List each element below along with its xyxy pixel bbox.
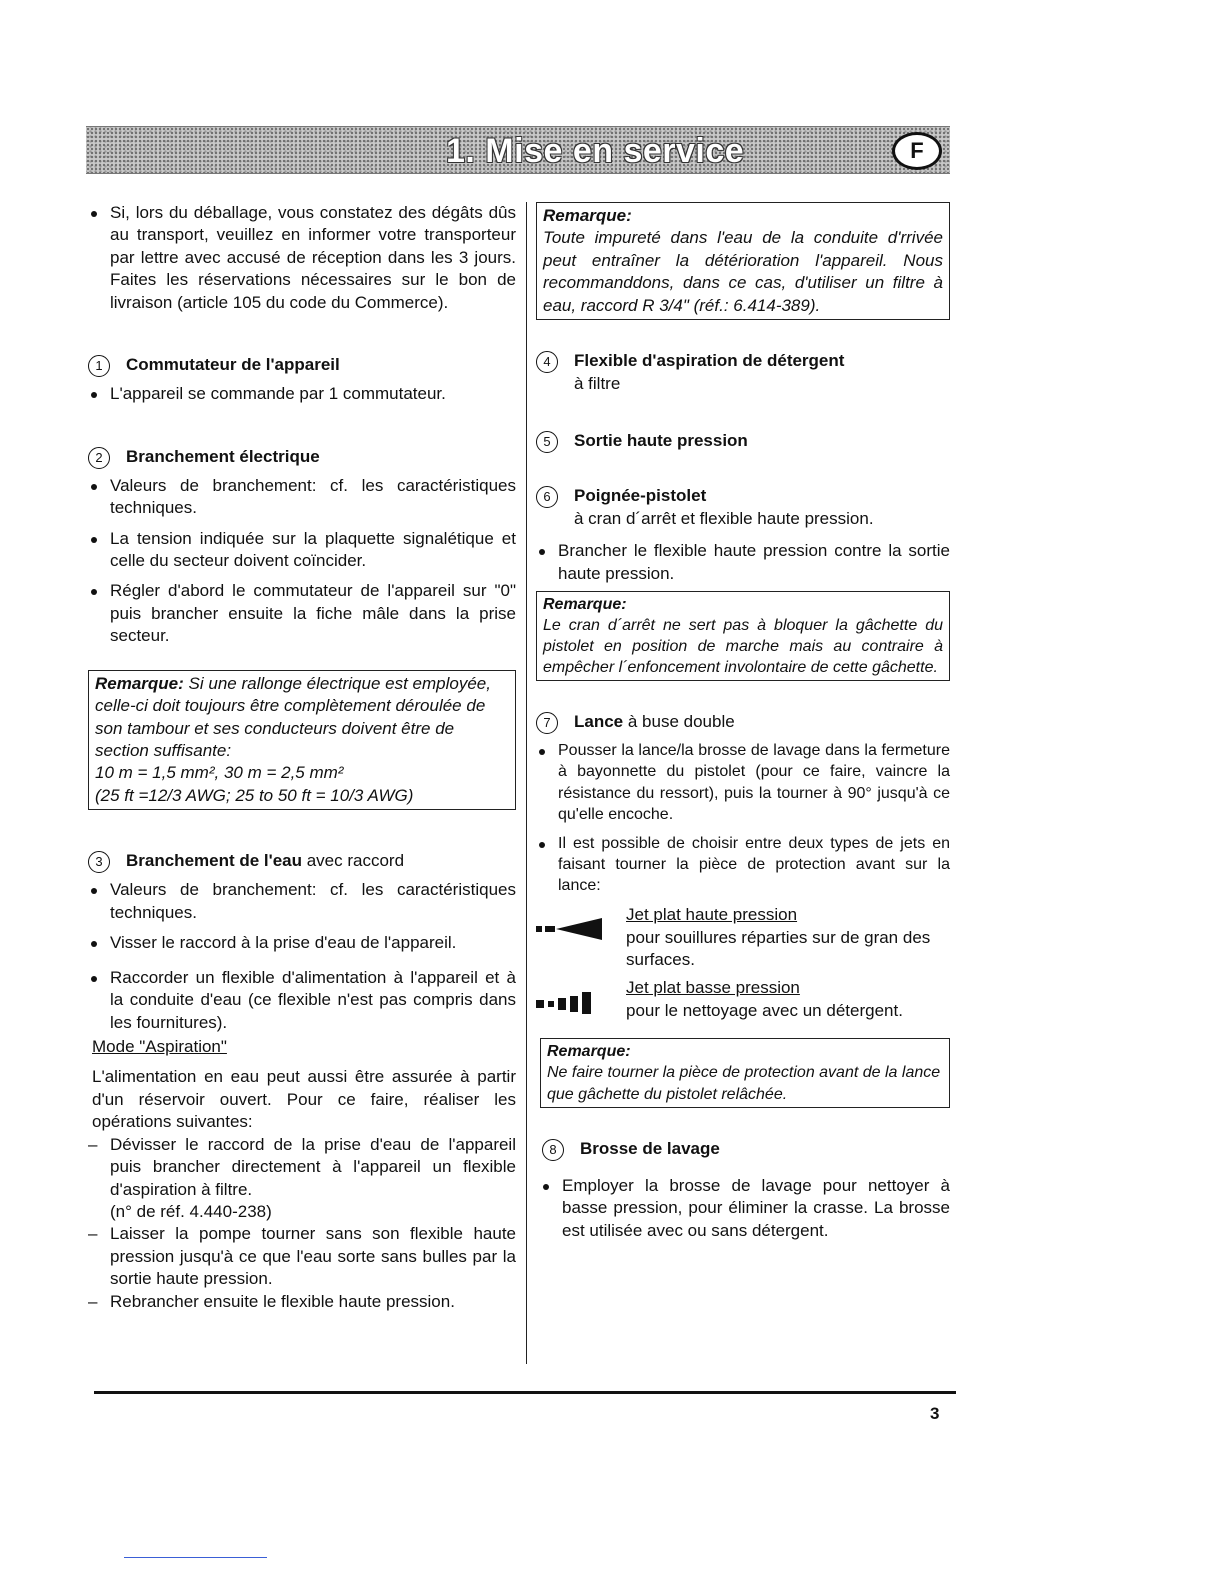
note-title: Remarque: [547, 1043, 631, 1061]
note-box [536, 202, 950, 320]
section-6-heading [536, 485, 950, 508]
note-box [88, 670, 516, 811]
jet-option-low-pressure [536, 977, 950, 1022]
intro-paragraph: Si, lors du déballage, vous constatez des dégâts dûs au transport, veuillez en informer votre transporteur par lettre avec accusé de réception dans les 3 jours. Faites les réservations nécessaires sur le bon de livraison (article 105 du code du Commerce). [88, 202, 516, 314]
scan-artifact-line [124, 1557, 267, 1558]
section-number: 8 [542, 1139, 564, 1161]
section-4-heading [536, 350, 950, 373]
section-title: Poignée-pistolet [574, 485, 707, 505]
page-title: 1. Mise en service [446, 132, 745, 170]
section-7-heading [536, 711, 950, 734]
note-text: 10 m = 1,5 mm², 30 m = 2,5 mm² [95, 763, 344, 783]
note-title: Remarque: [543, 206, 632, 225]
section-3-bullet: Visser le raccord à la prise d'eau de l'appareil. [88, 932, 516, 954]
right-column [536, 202, 950, 1250]
jet-title: Jet plat haute pression [626, 905, 798, 925]
aspiration-step: – Dévisser le raccord de la prise d'eau de l'appareil puis brancher directement à l'appareil un flexible d'aspiration à filtre. (n° de réf. 4.440-238) [88, 1134, 516, 1221]
section-2-bullet: La tension indiquée sur la plaquette signalétique et celle du secteur doivent coïncider. [88, 528, 516, 573]
section-title: Branchement électrique [126, 446, 320, 466]
note-text: Le cran d´arrêt ne sert pas à bloquer la gâchette du pistolet en position de marche mais au contraire à empêcher l´enfoncement involontaire de cette gâchette. [543, 617, 943, 677]
jet-description: pour souillures réparties sur de gran des surfaces. [626, 927, 931, 970]
language-badge: F [892, 132, 942, 170]
section-title-suffix: à buse double [623, 712, 735, 732]
section-7-bullet: Il est possible de choisir entre deux types de jets en faisant tourner la pièce de protection avant sur la lance: [536, 833, 950, 896]
note-text: Ne faire tourner la pièce de protection avant de la lance que gâchette du pistolet relâchée. [547, 1064, 941, 1103]
section-6-bullet: Brancher le flexible haute pression contre la sortie haute pression. [536, 540, 950, 585]
page-number: 3 [930, 1404, 940, 1423]
section-title: Flexible d'aspiration de détergent [574, 351, 845, 371]
section-title: Brosse de lavage [580, 1138, 720, 1158]
jet-description: pour le nettoyage avec un détergent. [626, 1000, 903, 1020]
section-7-bullet: Pousser la lance/la brosse de lavage dans la fermeture à bayonnette du pistolet (pour ce faire, vaincre la résistance du ressort), puis la tourner à 90° jusqu'à ce qu'elle encoche. [536, 740, 950, 824]
footer-rule [94, 1391, 956, 1394]
section-number: 3 [88, 851, 110, 873]
jet-option-high-pressure [536, 904, 950, 971]
section-1-heading [88, 354, 516, 377]
section-8-bullet: Employer la brosse de lavage pour nettoyer à basse pression, pour éliminer la crasse. La brosse est utilisée avec ou sans détergent. [540, 1175, 950, 1242]
section-number: 5 [536, 431, 558, 453]
section-title: Branchement de l'eau [126, 851, 302, 871]
aspiration-title: Mode "Aspiration" [92, 1036, 227, 1056]
section-2-bullet: Régler d'abord le commutateur de l'appareil sur "0" puis brancher ensuite la fiche mâle dans la prise secteur. [88, 580, 516, 647]
section-title: Commutateur de l'appareil [126, 355, 340, 375]
left-column [88, 202, 516, 1313]
note-title: Remarque: [95, 673, 184, 693]
reference-number: (n° de réf. 4.440-238) [110, 1202, 272, 1221]
section-3-bullet: Raccorder un flexible d'alimentation à l'appareil et à la conduite d'eau (ce flexible n'est pas compris dans les fournitures). [88, 967, 516, 1034]
section-number: 7 [536, 712, 558, 734]
section-number: 6 [536, 486, 558, 508]
section-2-heading [88, 446, 516, 469]
note-text: Toute impureté dans l'eau de la conduite d'rrivée peut entraîner la détérioration l'appareil. Nous recommanddons, dans ce cas, d'utiliser un filtre à eau, raccord R 3/4" (réf.: 6.414-389). [543, 228, 943, 315]
aspiration-intro: L'alimentation en eau peut aussi être assurée à partir d'un réservoir ouvert. Pour ce faire, réaliser les opérations suivantes: [92, 1067, 516, 1132]
section-8-heading [542, 1138, 950, 1161]
section-subtitle: à cran d´arrêt et flexible haute pression. [574, 508, 874, 528]
section-subtitle: à filtre [574, 374, 621, 394]
section-number: 4 [536, 351, 558, 373]
note-text: Si une rallonge électrique est employée, celle-ci doit toujours être complètement déroulée de son tambour et ses conducteurs doivent être de section suffisante: [95, 673, 491, 760]
section-3-heading [88, 850, 516, 873]
section-banner [86, 126, 950, 174]
note-text: (25 ft =12/3 AWG; 25 to 50 ft = 10/3 AWG) [95, 785, 414, 805]
column-divider [526, 202, 527, 1364]
section-1-bullet: L'appareil se commande par 1 commutateur. [88, 383, 516, 405]
section-3-bullet: Valeurs de branchement: cf. les caractéristiques techniques. [88, 879, 516, 924]
note-title: Remarque: [543, 595, 627, 613]
section-number: 1 [88, 355, 110, 377]
high-pressure-jet-icon [536, 904, 614, 946]
section-number: 2 [88, 447, 110, 469]
aspiration-step: – Laisser la pompe tourner sans son flexible haute pression jusqu'à ce que l'eau sorte sans bulles par la sortie haute pression. [88, 1224, 516, 1289]
aspiration-step: – Rebrancher ensuite le flexible haute pression. [88, 1291, 455, 1311]
jet-title: Jet plat basse pression [626, 978, 800, 998]
section-2-bullet: Valeurs de branchement: cf. les caractéristiques techniques. [88, 475, 516, 520]
section-5-heading [536, 430, 950, 453]
low-pressure-jet-icon [536, 977, 614, 1021]
note-box [540, 1038, 950, 1107]
section-title-suffix: avec raccord [302, 851, 405, 871]
section-title: Lance [574, 712, 624, 732]
section-title: Sortie haute pression [574, 430, 748, 450]
note-box [536, 591, 950, 681]
